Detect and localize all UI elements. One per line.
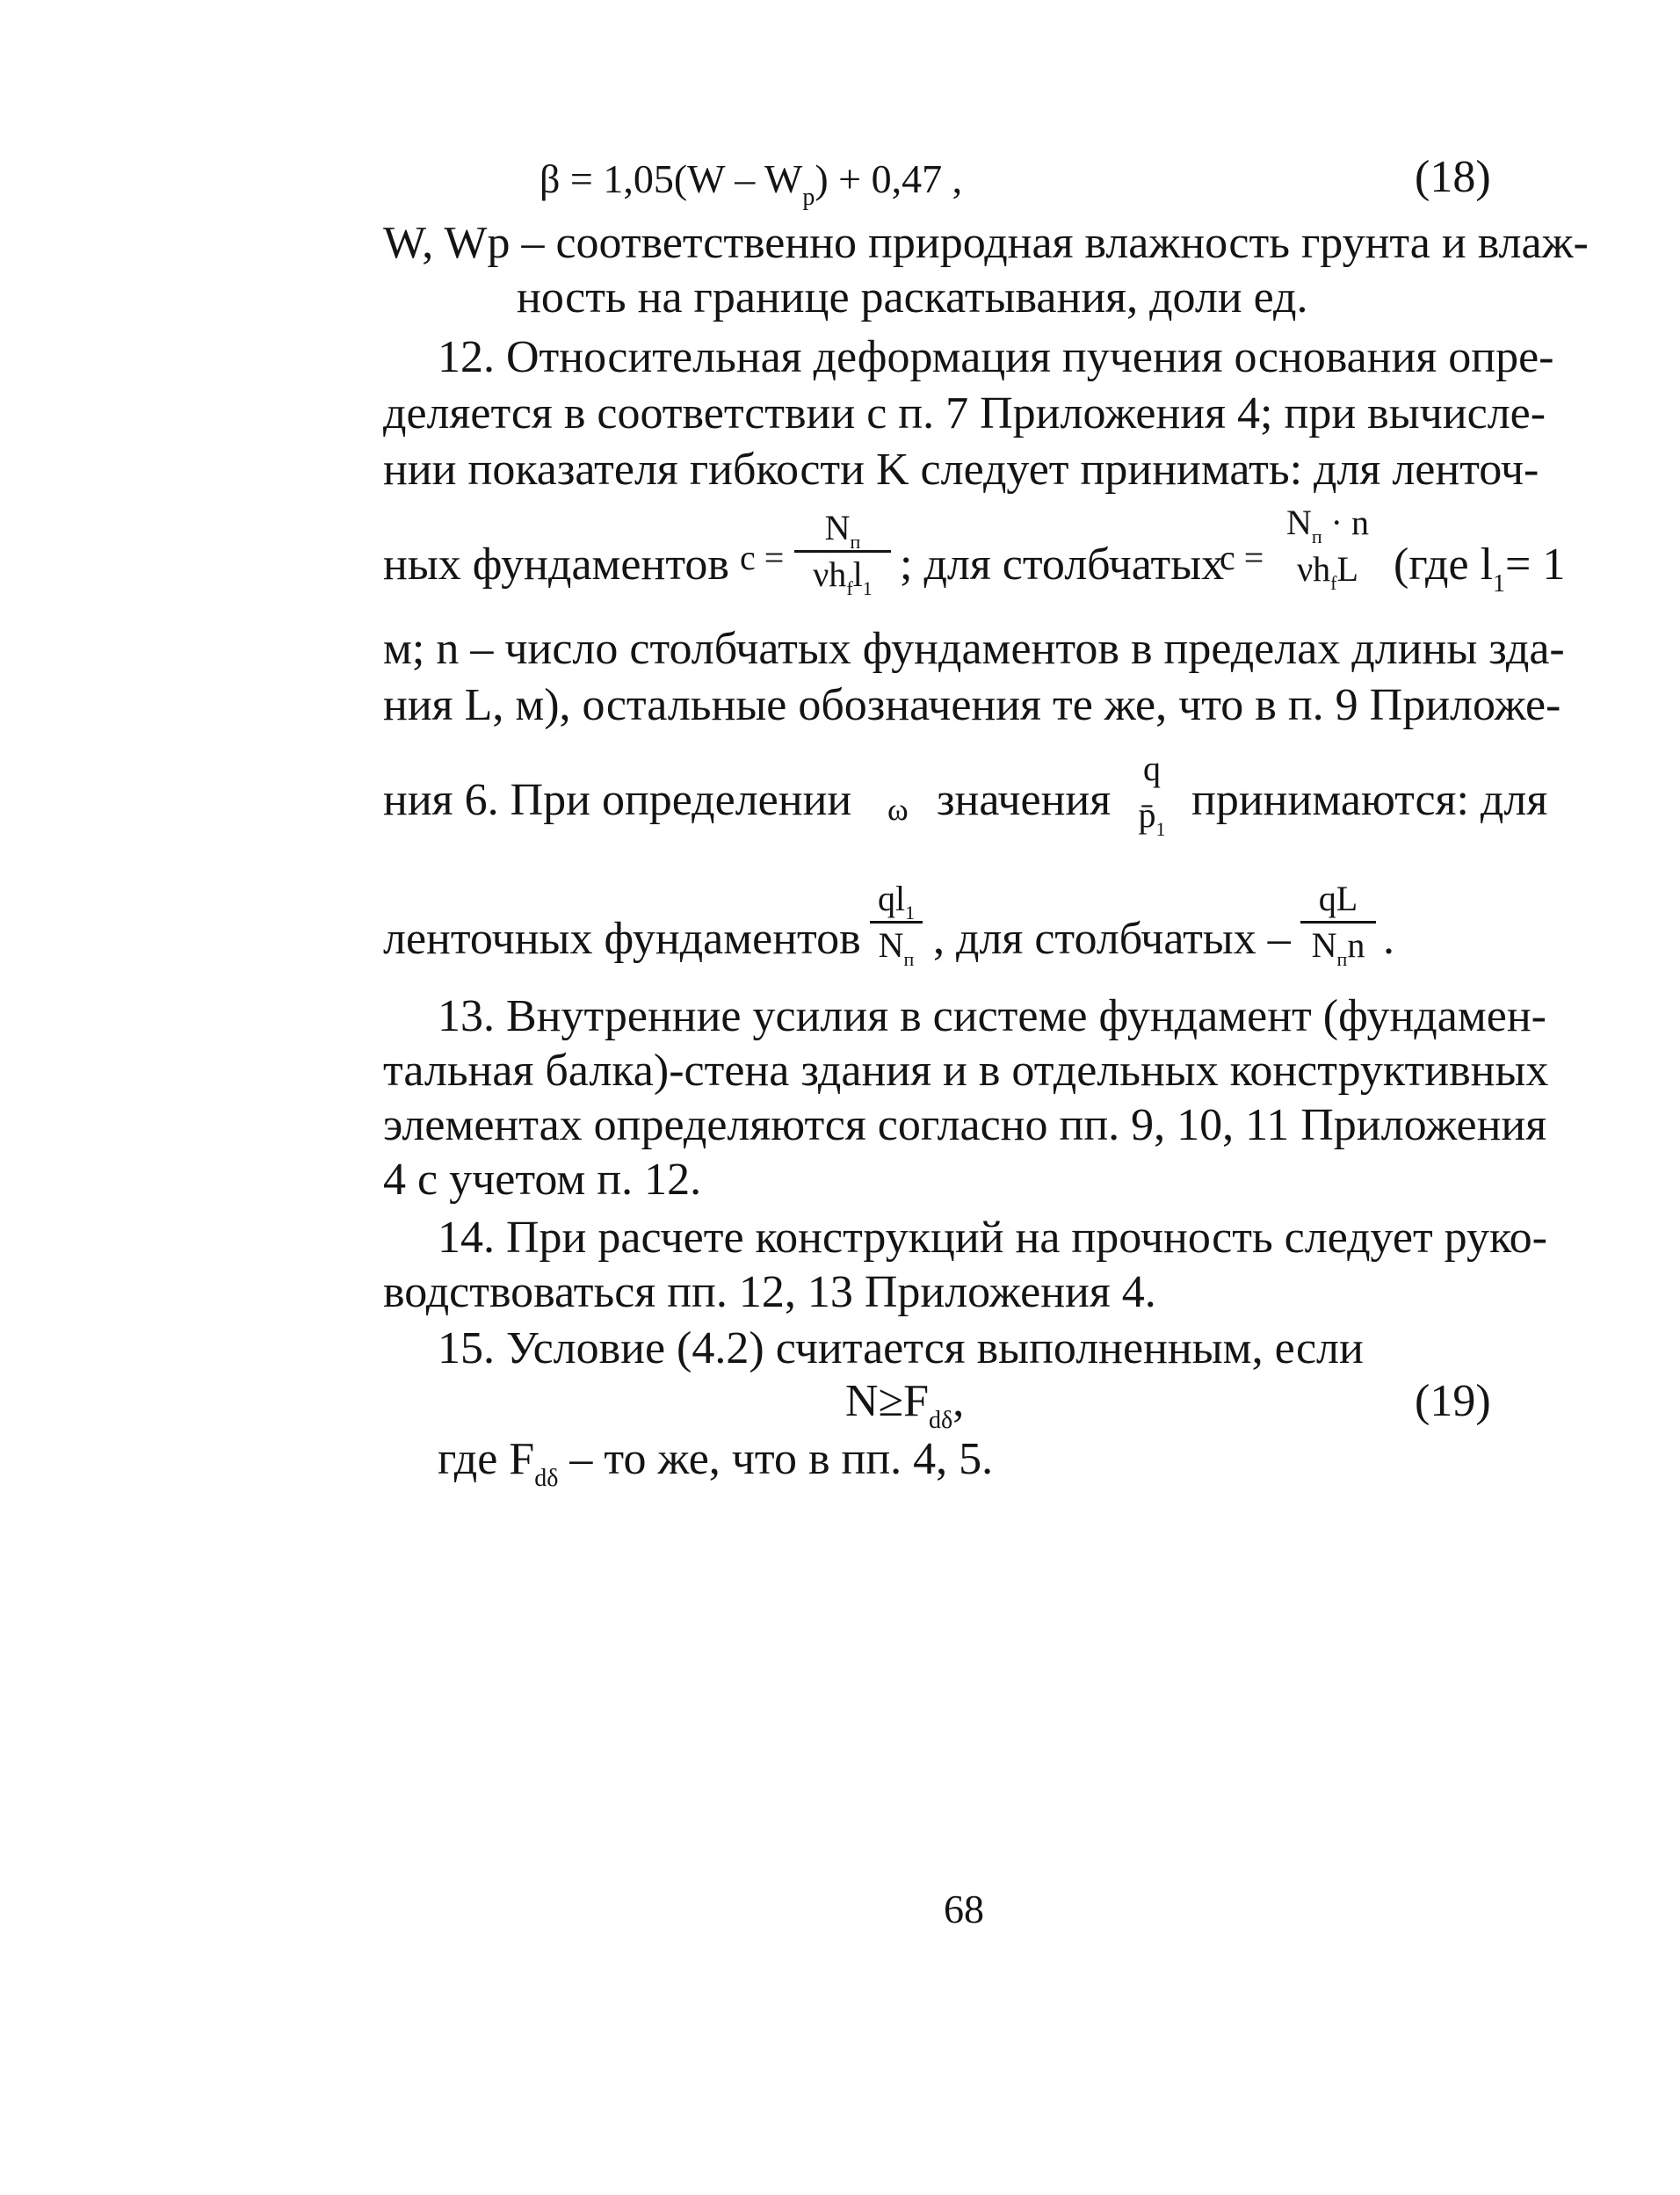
formula-19-sub: dδ: [929, 1407, 953, 1434]
formula-c2-fraction: [1276, 503, 1379, 594]
den-main: νh: [813, 554, 847, 594]
fraction-bar-hidden: [1276, 545, 1379, 547]
paragraph-12-line: принимаются: для: [1191, 775, 1548, 825]
paragraph-12-line: , для столбчатых –: [933, 914, 1291, 964]
page-number: 68: [944, 1887, 984, 1931]
den-main: N: [1311, 925, 1337, 965]
paragraph-13-line: тальная балка)-стена здания и в отдельных конструктивных: [383, 1046, 1549, 1096]
formula-18-tail: ) + 0,47 ,: [815, 156, 963, 201]
den-sub: п: [1336, 948, 1348, 970]
den-main: N: [878, 925, 904, 965]
formula-c1-denominator: [794, 554, 891, 599]
formula-c1-numerator: [794, 508, 891, 553]
den-tail: L: [1336, 549, 1358, 589]
paragraph-12-line: ; для столбчатых: [900, 540, 1225, 590]
fraction-bar: [1300, 921, 1376, 924]
definition-line: [438, 1434, 994, 1492]
paragraph-12-line: 12. Относительная деформация пучения основания опре-: [438, 332, 1554, 382]
formula-qL-denominator: [1300, 925, 1376, 970]
formula-c2-lhs: c =: [1220, 538, 1264, 577]
paragraph-12-line: ных фундаментов: [383, 540, 729, 590]
paragraph-13-line: 4 с учетом п. 12.: [383, 1155, 702, 1205]
den-main: p̄: [1138, 795, 1156, 835]
paragraph-12-line: ния L, м), остальные обозначения те же, что в п. 9 Приложе-: [383, 680, 1561, 730]
paragraph-12-line: [1394, 540, 1566, 598]
text-part: где F: [438, 1434, 535, 1484]
num-sub: п: [1311, 525, 1322, 547]
paragraph-13-line: 13. Внутренние усилия в системе фундамент (фундамен-: [438, 991, 1546, 1041]
formula-c2-denominator: [1276, 549, 1379, 594]
definition-line: W, Wp – соответственно природная влажность грунта и влаж-: [383, 218, 1589, 268]
den-tail: n: [1347, 925, 1365, 965]
fraction-bar: [870, 921, 923, 924]
paragraph-14-line: 14. При расчете конструкций на прочность следует руко-: [438, 1213, 1547, 1263]
formula-c1-lhs: c =: [740, 538, 785, 577]
paragraph-13-line: элементах определяются согласно пп. 9, 10, 11 Приложения: [383, 1100, 1547, 1150]
den-main: νh: [1297, 549, 1331, 589]
text-part: – то же, что в пп. 4, 5.: [558, 1434, 994, 1484]
formula-q-denominator: [1128, 795, 1176, 840]
num-main: N: [1286, 503, 1312, 542]
paragraph-12-line: ния 6. При определении: [383, 775, 852, 825]
paragraph-14-line: водствоваться пп. 12, 13 Приложения 4.: [383, 1267, 1156, 1317]
den-sub: f: [1330, 572, 1337, 594]
formula-19: [845, 1376, 965, 1434]
paragraph-12-line: .: [1383, 914, 1394, 964]
paragraph-15-line: 15. Условие (4.2) считается выполненным, если: [438, 1323, 1364, 1373]
fraction-bar: [794, 550, 891, 553]
den-mid: l: [852, 554, 863, 594]
num-main: N: [824, 508, 851, 547]
paragraph-12-line: м; n – число столбчатых фундаментов в пределах длины зда-: [383, 624, 1565, 674]
num-sub: 1: [905, 902, 916, 924]
text-sub: 1: [1493, 570, 1506, 598]
omega-symbol: ω: [887, 792, 909, 827]
formula-ql-denominator: [870, 925, 923, 970]
den-sub: f: [846, 577, 853, 599]
den-sub: п: [903, 948, 915, 970]
formula-18-number: (18): [1415, 152, 1491, 202]
paragraph-12-line: нии показателя гибкости K следует принимать: для ленточ-: [383, 445, 1539, 495]
paragraph-12-line: деляется в соответствии с п. 7 Приложения 4; при вычисле-: [383, 388, 1546, 438]
paragraph-12-line: значения: [937, 775, 1112, 825]
text-part: = 1: [1505, 540, 1566, 590]
formula-c2-numerator: [1276, 503, 1379, 547]
formula-c1-fraction: [794, 508, 891, 599]
formula-ql-fraction: [870, 879, 923, 970]
formula-18: [539, 154, 963, 211]
fraction-bar-hidden: [1128, 791, 1176, 793]
text-part: (где l: [1394, 540, 1494, 590]
formula-19-tail: ,: [952, 1376, 965, 1426]
num-main: q: [1143, 749, 1161, 788]
formula-18-main: β = 1,05(W – W: [539, 156, 803, 201]
formula-q-fraction: [1128, 749, 1176, 840]
num-main: ql: [877, 879, 906, 918]
den-sub: 1: [862, 577, 873, 599]
formula-18-sub: p: [802, 184, 815, 211]
text-sub: dδ: [534, 1465, 559, 1492]
num-sub: п: [850, 531, 861, 553]
paragraph-12-line: ленточных фундаментов: [383, 914, 861, 964]
formula-qL-fraction: [1300, 879, 1376, 970]
den-sub: 1: [1155, 818, 1166, 840]
num-tail: · n: [1322, 503, 1369, 542]
formula-19-main: N≥F: [845, 1376, 930, 1426]
formula-ql-numerator: [870, 879, 923, 924]
num-main: qL: [1318, 879, 1358, 918]
formula-19-number: (19): [1415, 1376, 1491, 1426]
definition-line: ность на границе раскатывания, доли ед.: [517, 272, 1308, 322]
